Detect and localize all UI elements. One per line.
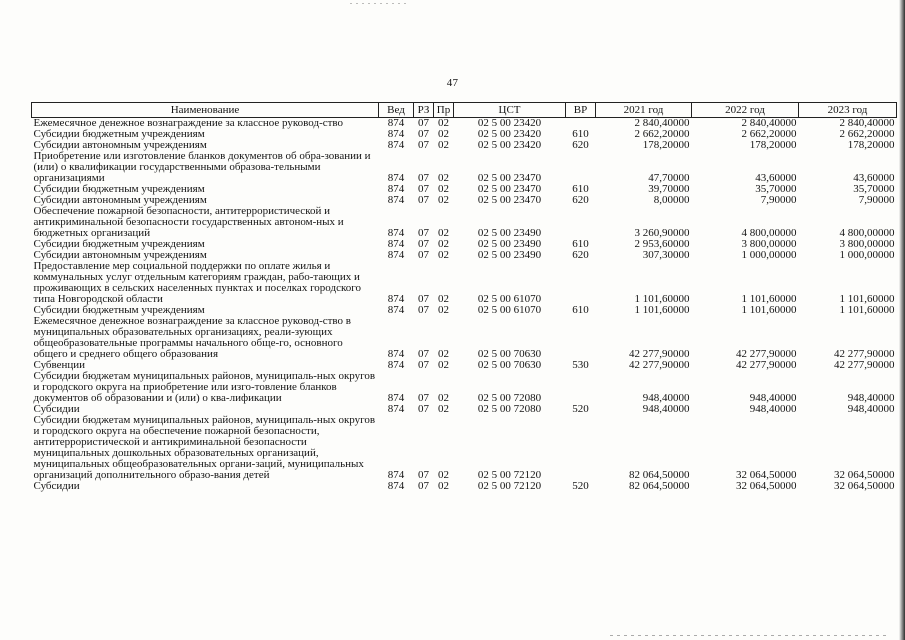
cell-vr: 620 [572, 139, 589, 151]
cell-pr: 02 [438, 172, 449, 184]
header-rz: РЗ [414, 103, 434, 118]
cell-rz: 07 [418, 348, 429, 360]
cell-ved: 874 [387, 293, 405, 305]
cell-2023: 948,40000 [847, 392, 895, 404]
cell-ved: 874 [387, 480, 405, 492]
cell-vr: 620 [572, 194, 589, 206]
cell-name: Субсидии бюджетным учреждениям [33, 238, 205, 250]
cell-2021: 47,70000 [648, 172, 690, 184]
cell-vr: 610 [572, 128, 589, 140]
cell-cst: 02 5 00 70630 [477, 348, 542, 360]
cell-vr: 620 [572, 249, 589, 261]
cell-2021: 948,40000 [642, 392, 690, 404]
cell-2022: 43,60000 [755, 172, 797, 184]
cell-2022: 4 800,00000 [741, 227, 797, 239]
cell-2023: 2 840,40000 [839, 117, 895, 129]
cell-ved: 874 [387, 117, 405, 129]
header-ved: Вед [379, 103, 414, 118]
cell-2022: 42 277,90000 [736, 348, 797, 360]
cell-2021: 82 064,50000 [629, 469, 690, 481]
cell-rz: 07 [418, 172, 429, 184]
cell-ved: 874 [387, 128, 405, 140]
cell-2021: 2 953,60000 [634, 238, 690, 250]
cell-name: Субсидии бюджетным учреждениям [33, 128, 205, 140]
cell-rz: 07 [418, 227, 429, 239]
header-row [32, 103, 897, 118]
cell-2022: 948,40000 [749, 392, 797, 404]
cell-vr [566, 371, 596, 404]
cell-pr: 02 [438, 238, 449, 250]
cell-rz: 07 [418, 480, 429, 492]
cell-2022: 1 101,60000 [741, 304, 797, 316]
cell-rz: 07 [418, 359, 429, 371]
cell-rz: 07 [418, 469, 429, 481]
cell-2023: 1 101,60000 [839, 293, 895, 305]
cell-2023: 35,70000 [853, 183, 895, 195]
cell-rz: 07 [418, 293, 429, 305]
cell-2021: 178,20000 [642, 139, 690, 151]
cell-cst: 02 5 00 72080 [477, 392, 542, 404]
cell-2023: 4 800,00000 [839, 227, 895, 239]
cell-vr: 610 [572, 238, 589, 250]
scan-edge-top [350, 3, 410, 4]
cell-2021: 42 277,90000 [629, 359, 690, 371]
cell-name: Субсидии бюджетам муниципальных районов, муниципаль-ных округов и городского округа на приобретение или изго-товление бланков документов об образовании и (или) о ква-лификации [33, 370, 376, 404]
cell-rz: 07 [418, 304, 429, 316]
cell-ved: 874 [387, 304, 405, 316]
cell-2023: 32 064,50000 [834, 469, 895, 481]
cell-2021: 8,00000 [653, 194, 690, 206]
header-vr: ВР [566, 103, 596, 118]
header-pr: Пр [434, 103, 454, 118]
header-cst: ЦСТ [454, 103, 566, 118]
cell-2023: 42 277,90000 [834, 348, 895, 360]
cell-vr [566, 316, 596, 360]
table-row [32, 261, 897, 305]
cell-2021: 2 662,20000 [634, 128, 690, 140]
cell-cst: 02 5 00 61070 [477, 293, 542, 305]
cell-rz: 07 [418, 249, 429, 261]
cell-2022: 32 064,50000 [736, 469, 797, 481]
cell-ved: 874 [387, 392, 405, 404]
cell-cst: 02 5 00 61070 [477, 304, 542, 316]
cell-2022: 1 000,00000 [741, 249, 797, 261]
cell-2023: 43,60000 [853, 172, 895, 184]
cell-vr: 610 [572, 183, 589, 195]
cell-rz: 07 [418, 238, 429, 250]
cell-name: Субсидии [33, 480, 80, 492]
cell-ved: 874 [387, 183, 405, 195]
cell-2023: 3 800,00000 [839, 238, 895, 250]
cell-vr [566, 151, 596, 184]
cell-pr: 02 [438, 403, 449, 415]
header-2021: 2021 год [596, 103, 692, 118]
cell-vr: 530 [572, 359, 589, 371]
cell-vr [566, 415, 596, 481]
cell-2023: 178,20000 [847, 139, 895, 151]
cell-pr: 02 [438, 139, 449, 151]
cell-name: Субсидии автономным учреждениям [33, 249, 207, 261]
cell-cst: 02 5 00 23470 [477, 183, 542, 195]
cell-pr: 02 [438, 304, 449, 316]
cell-2021: 1 101,60000 [634, 304, 690, 316]
cell-ved: 874 [387, 238, 405, 250]
cell-name: Субвенции [33, 359, 86, 371]
cell-ved: 874 [387, 359, 405, 371]
cell-name: Ежемесячное денежное вознаграждение за классное руковод-ство в муниципальных образовательных организациях, реали-зующих общеобразовательные программы начального обще-го, основного общего и среднего общего образования [33, 315, 351, 360]
cell-ved: 874 [387, 403, 405, 415]
table-row [32, 206, 897, 239]
cell-ved: 874 [387, 348, 405, 360]
cell-cst: 02 5 00 70630 [477, 359, 542, 371]
cell-2021: 948,40000 [642, 403, 690, 415]
cell-2022: 2 662,20000 [741, 128, 797, 140]
cell-2022: 2 840,40000 [741, 117, 797, 129]
cell-name: Субсидии бюджетным учреждениям [33, 304, 205, 316]
cell-pr: 02 [438, 480, 449, 492]
cell-rz: 07 [418, 403, 429, 415]
cell-2022: 178,20000 [749, 139, 797, 151]
cell-name: Обеспечение пожарной безопасности, антитеррористической и антикриминальной безопасности государственных автоном-ных и бюджетных организаций [33, 205, 344, 239]
cell-pr: 02 [438, 194, 449, 206]
table-row [32, 481, 897, 492]
cell-vr: 520 [572, 480, 589, 492]
cell-ved: 874 [387, 227, 405, 239]
cell-2023: 2 662,20000 [839, 128, 895, 140]
table-row [32, 151, 897, 184]
header-2022: 2022 год [692, 103, 799, 118]
cell-rz: 07 [418, 128, 429, 140]
budget-table [31, 102, 897, 492]
cell-name: Субсидии бюджетам муниципальных районов, муниципаль-ных округов и городского округа на обеспечение пожарной безопасности, антитеррористической и антикриминальной безопасности муниципальных дошкольных образовательных организаций, муниципальных общеобразовательных органи-заций, муниципальных организаций дополнительного образо-вания детей [33, 414, 376, 481]
cell-name: Субсидии [33, 403, 80, 415]
cell-ved: 874 [387, 249, 405, 261]
cell-pr: 02 [438, 392, 449, 404]
cell-2021: 82 064,50000 [629, 480, 690, 492]
cell-rz: 07 [418, 183, 429, 195]
cell-2022: 42 277,90000 [736, 359, 797, 371]
table-row [32, 316, 897, 360]
cell-name: Субсидии бюджетным учреждениям [33, 183, 205, 195]
cell-name: Ежемесячное денежное вознаграждение за классное руковод-ство [33, 117, 344, 129]
cell-name: Предоставление мер социальной поддержки по оплате жилья и коммунальных услуг отдельным категориям граждан, рабо-тающих и проживающих в сельских населенных пунктах и поселках городского типа Новгородской области [33, 260, 361, 305]
cell-2022: 3 800,00000 [741, 238, 797, 250]
cell-vr: 520 [572, 403, 589, 415]
cell-2022: 7,90000 [760, 194, 797, 206]
cell-cst: 02 5 00 23490 [477, 238, 542, 250]
cell-pr: 02 [438, 227, 449, 239]
cell-cst: 02 5 00 23490 [477, 249, 542, 261]
cell-pr: 02 [438, 359, 449, 371]
cell-vr [566, 206, 596, 239]
cell-2021: 1 101,60000 [634, 293, 690, 305]
cell-2021: 307,30000 [642, 249, 690, 261]
cell-2023: 32 064,50000 [834, 480, 895, 492]
page-number: 47 [446, 77, 459, 89]
cell-cst: 02 5 00 72120 [477, 480, 542, 492]
cell-ved: 874 [387, 172, 405, 184]
cell-rz: 07 [418, 139, 429, 151]
cell-2022: 32 064,50000 [736, 480, 797, 492]
cell-cst: 02 5 00 72080 [477, 403, 542, 415]
cell-rz: 07 [418, 117, 429, 129]
table-body [32, 118, 897, 493]
table-row [32, 371, 897, 404]
cell-2021: 42 277,90000 [629, 348, 690, 360]
cell-cst: 02 5 00 23490 [477, 227, 542, 239]
header-2023: 2023 год [799, 103, 897, 118]
cell-2023: 1 101,60000 [839, 304, 895, 316]
cell-2022: 948,40000 [749, 403, 797, 415]
cell-pr: 02 [438, 128, 449, 140]
cell-pr: 02 [438, 249, 449, 261]
table-header [32, 103, 897, 118]
cell-pr: 02 [438, 183, 449, 195]
cell-cst: 02 5 00 23420 [477, 139, 542, 151]
cell-ved: 874 [387, 139, 405, 151]
cell-rz: 07 [418, 392, 429, 404]
cell-vr [566, 261, 596, 305]
header-name: Наименование [32, 103, 379, 118]
cell-cst: 02 5 00 23470 [477, 172, 542, 184]
cell-2021: 2 840,40000 [634, 117, 690, 129]
cell-vr: 610 [572, 304, 589, 316]
cell-cst: 02 5 00 23420 [477, 117, 542, 129]
cell-name: Субсидии автономным учреждениям [33, 139, 207, 151]
cell-name: Субсидии автономным учреждениям [33, 194, 207, 206]
cell-name: Приобретение или изготовление бланков документов об обра-зовании и (или) о квалификации государственными образова-тельными организациями [33, 150, 371, 184]
cell-pr: 02 [438, 293, 449, 305]
cell-2023: 7,90000 [858, 194, 895, 206]
cell-cst: 02 5 00 72120 [477, 469, 542, 481]
cell-2023: 1 000,00000 [839, 249, 895, 261]
cell-pr: 02 [438, 348, 449, 360]
cell-cst: 02 5 00 23470 [477, 194, 542, 206]
scan-edge-bottom [610, 635, 890, 636]
cell-ved: 874 [387, 469, 405, 481]
cell-2022: 1 101,60000 [741, 293, 797, 305]
cell-pr: 02 [438, 469, 449, 481]
cell-2021: 3 260,90000 [634, 227, 690, 239]
cell-2022: 35,70000 [755, 183, 797, 195]
table-row [32, 415, 897, 481]
cell-rz: 07 [418, 194, 429, 206]
cell-2023: 948,40000 [847, 403, 895, 415]
cell-ved: 874 [387, 194, 405, 206]
cell-pr: 02 [438, 117, 449, 129]
scan-edge-right [899, 0, 905, 640]
cell-cst: 02 5 00 23420 [477, 128, 542, 140]
cell-2021: 39,70000 [648, 183, 690, 195]
cell-2023: 42 277,90000 [834, 359, 895, 371]
